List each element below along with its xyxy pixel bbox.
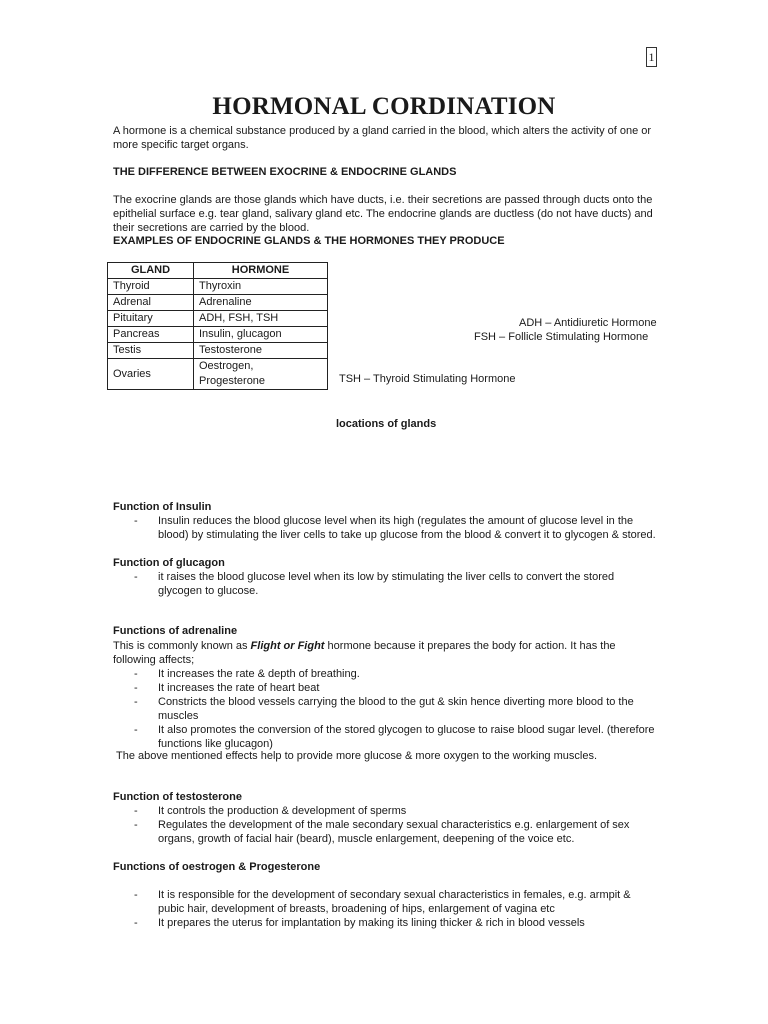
list-item: - It prepares the uterus for implantation by making its lining thicker & rich in blood vessels — [134, 917, 585, 929]
table-row — [108, 359, 328, 390]
list-item: - It is responsible for the development of secondary sexual characteristics in females, e.g. armpit & pubic hair, development of breasts, broadening of hips, enlargement of vagina etc — [134, 889, 631, 915]
list-item: - it raises the blood glucose level when its low by stimulating the liver cells to convert the stored glycogen to glucose. — [134, 571, 615, 597]
gland-cell: Pituitary — [108, 311, 194, 327]
hormone-cell: Oestrogen, Progesterone — [194, 359, 328, 390]
testosterone-list — [113, 804, 658, 846]
gland-cell: Thyroid — [108, 279, 194, 295]
testosterone-heading: Function of testosterone — [113, 791, 242, 803]
list-item: - It increases the rate & depth of breathing. — [134, 668, 360, 680]
hormone-cell: Testosterone — [194, 343, 328, 359]
oestrogen-list — [113, 888, 658, 930]
adrenaline-intro: This is commonly known as Flight or Fight hormone because it prepares the body for action. It has the following affects; — [113, 640, 616, 666]
table-row — [108, 311, 328, 327]
list-item: - It controls the production & development of sperms — [134, 805, 407, 817]
list-item: - It also promotes the conversion of the stored glycogen to glucose to raise blood sugar level. (therefore functions like glucagon) — [134, 724, 655, 750]
column-header-gland: GLAND — [108, 263, 194, 279]
fsh-abbreviation: FSH – Follicle Stimulating Hormone — [474, 331, 649, 343]
adrenaline-heading: Functions of adrenaline — [113, 625, 238, 637]
insulin-list — [113, 514, 658, 542]
glands-table — [107, 262, 328, 390]
hormone-cell: ADH, FSH, TSH — [194, 311, 328, 327]
insulin-heading: Function of Insulin — [113, 501, 212, 513]
table-row — [108, 295, 328, 311]
tsh-abbreviation: TSH – Thyroid Stimulating Hormone — [339, 373, 516, 385]
gland-cell: Adrenal — [108, 295, 194, 311]
gland-cell: Ovaries — [108, 359, 194, 390]
adrenaline-list — [113, 667, 658, 751]
locations-label: locations of glands — [336, 418, 437, 430]
page-title: HORMONAL CORDINATION — [212, 93, 556, 120]
adrenaline-closing: The above mentioned effects help to provide more glucose & more oxygen to the working muscles. — [116, 750, 598, 762]
adh-abbreviation: ADH – Antidiuretic Hormone — [519, 317, 657, 329]
glucagon-heading: Function of glucagon — [113, 557, 225, 569]
list-item: - Insulin reduces the blood glucose level when its high (regulates the amount of glucose level in the blood) by stimulating the liver cells to take up glucose from the blood & convert it to glycogen & stored. — [134, 515, 656, 541]
flight-or-fight-emphasis: Flight or Fight — [250, 640, 325, 652]
glucagon-list — [113, 570, 658, 598]
gland-cell: Testis — [108, 343, 194, 359]
table-row — [108, 279, 328, 295]
table-row — [108, 343, 328, 359]
difference-heading: THE DIFFERENCE BETWEEN EXOCRINE & ENDOCRINE GLANDS — [113, 166, 457, 178]
hormone-cell: Insulin, glucagon — [194, 327, 328, 343]
column-header-hormone: HORMONE — [194, 263, 328, 279]
hormone-cell: Thyroxin — [194, 279, 328, 295]
page-number: 1 — [646, 47, 657, 67]
difference-paragraph: The exocrine glands are those glands which have ducts, i.e. their secretions are passed through ducts onto the epithelial surface e.g. tear gland, salivary gland etc. The endocrine glands are ductless (do not have ducts) and their secretions are carried by the blood. — [113, 194, 653, 234]
table-row — [108, 327, 328, 343]
list-item: - It increases the rate of heart beat — [134, 682, 320, 694]
examples-heading: EXAMPLES OF ENDOCRINE GLANDS & THE HORMONES THEY PRODUCE — [113, 235, 505, 247]
table-header-row — [108, 263, 328, 279]
list-item: - Constricts the blood vessels carrying the blood to the gut & skin hence diverting more blood to the muscles — [134, 696, 634, 722]
intro-paragraph: A hormone is a chemical substance produced by a gland carried in the blood, which alters the activity of one or more specific target organs. — [113, 125, 652, 151]
oestrogen-heading: Functions of oestrogen & Progesterone — [113, 861, 321, 873]
list-item: - Regulates the development of the male secondary sexual characteristics e.g. enlargement of sex organs, growth of facial hair (beard), muscle enlargement, deepening of the voice etc. — [134, 819, 630, 845]
hormone-cell: Adrenaline — [194, 295, 328, 311]
gland-cell: Pancreas — [108, 327, 194, 343]
